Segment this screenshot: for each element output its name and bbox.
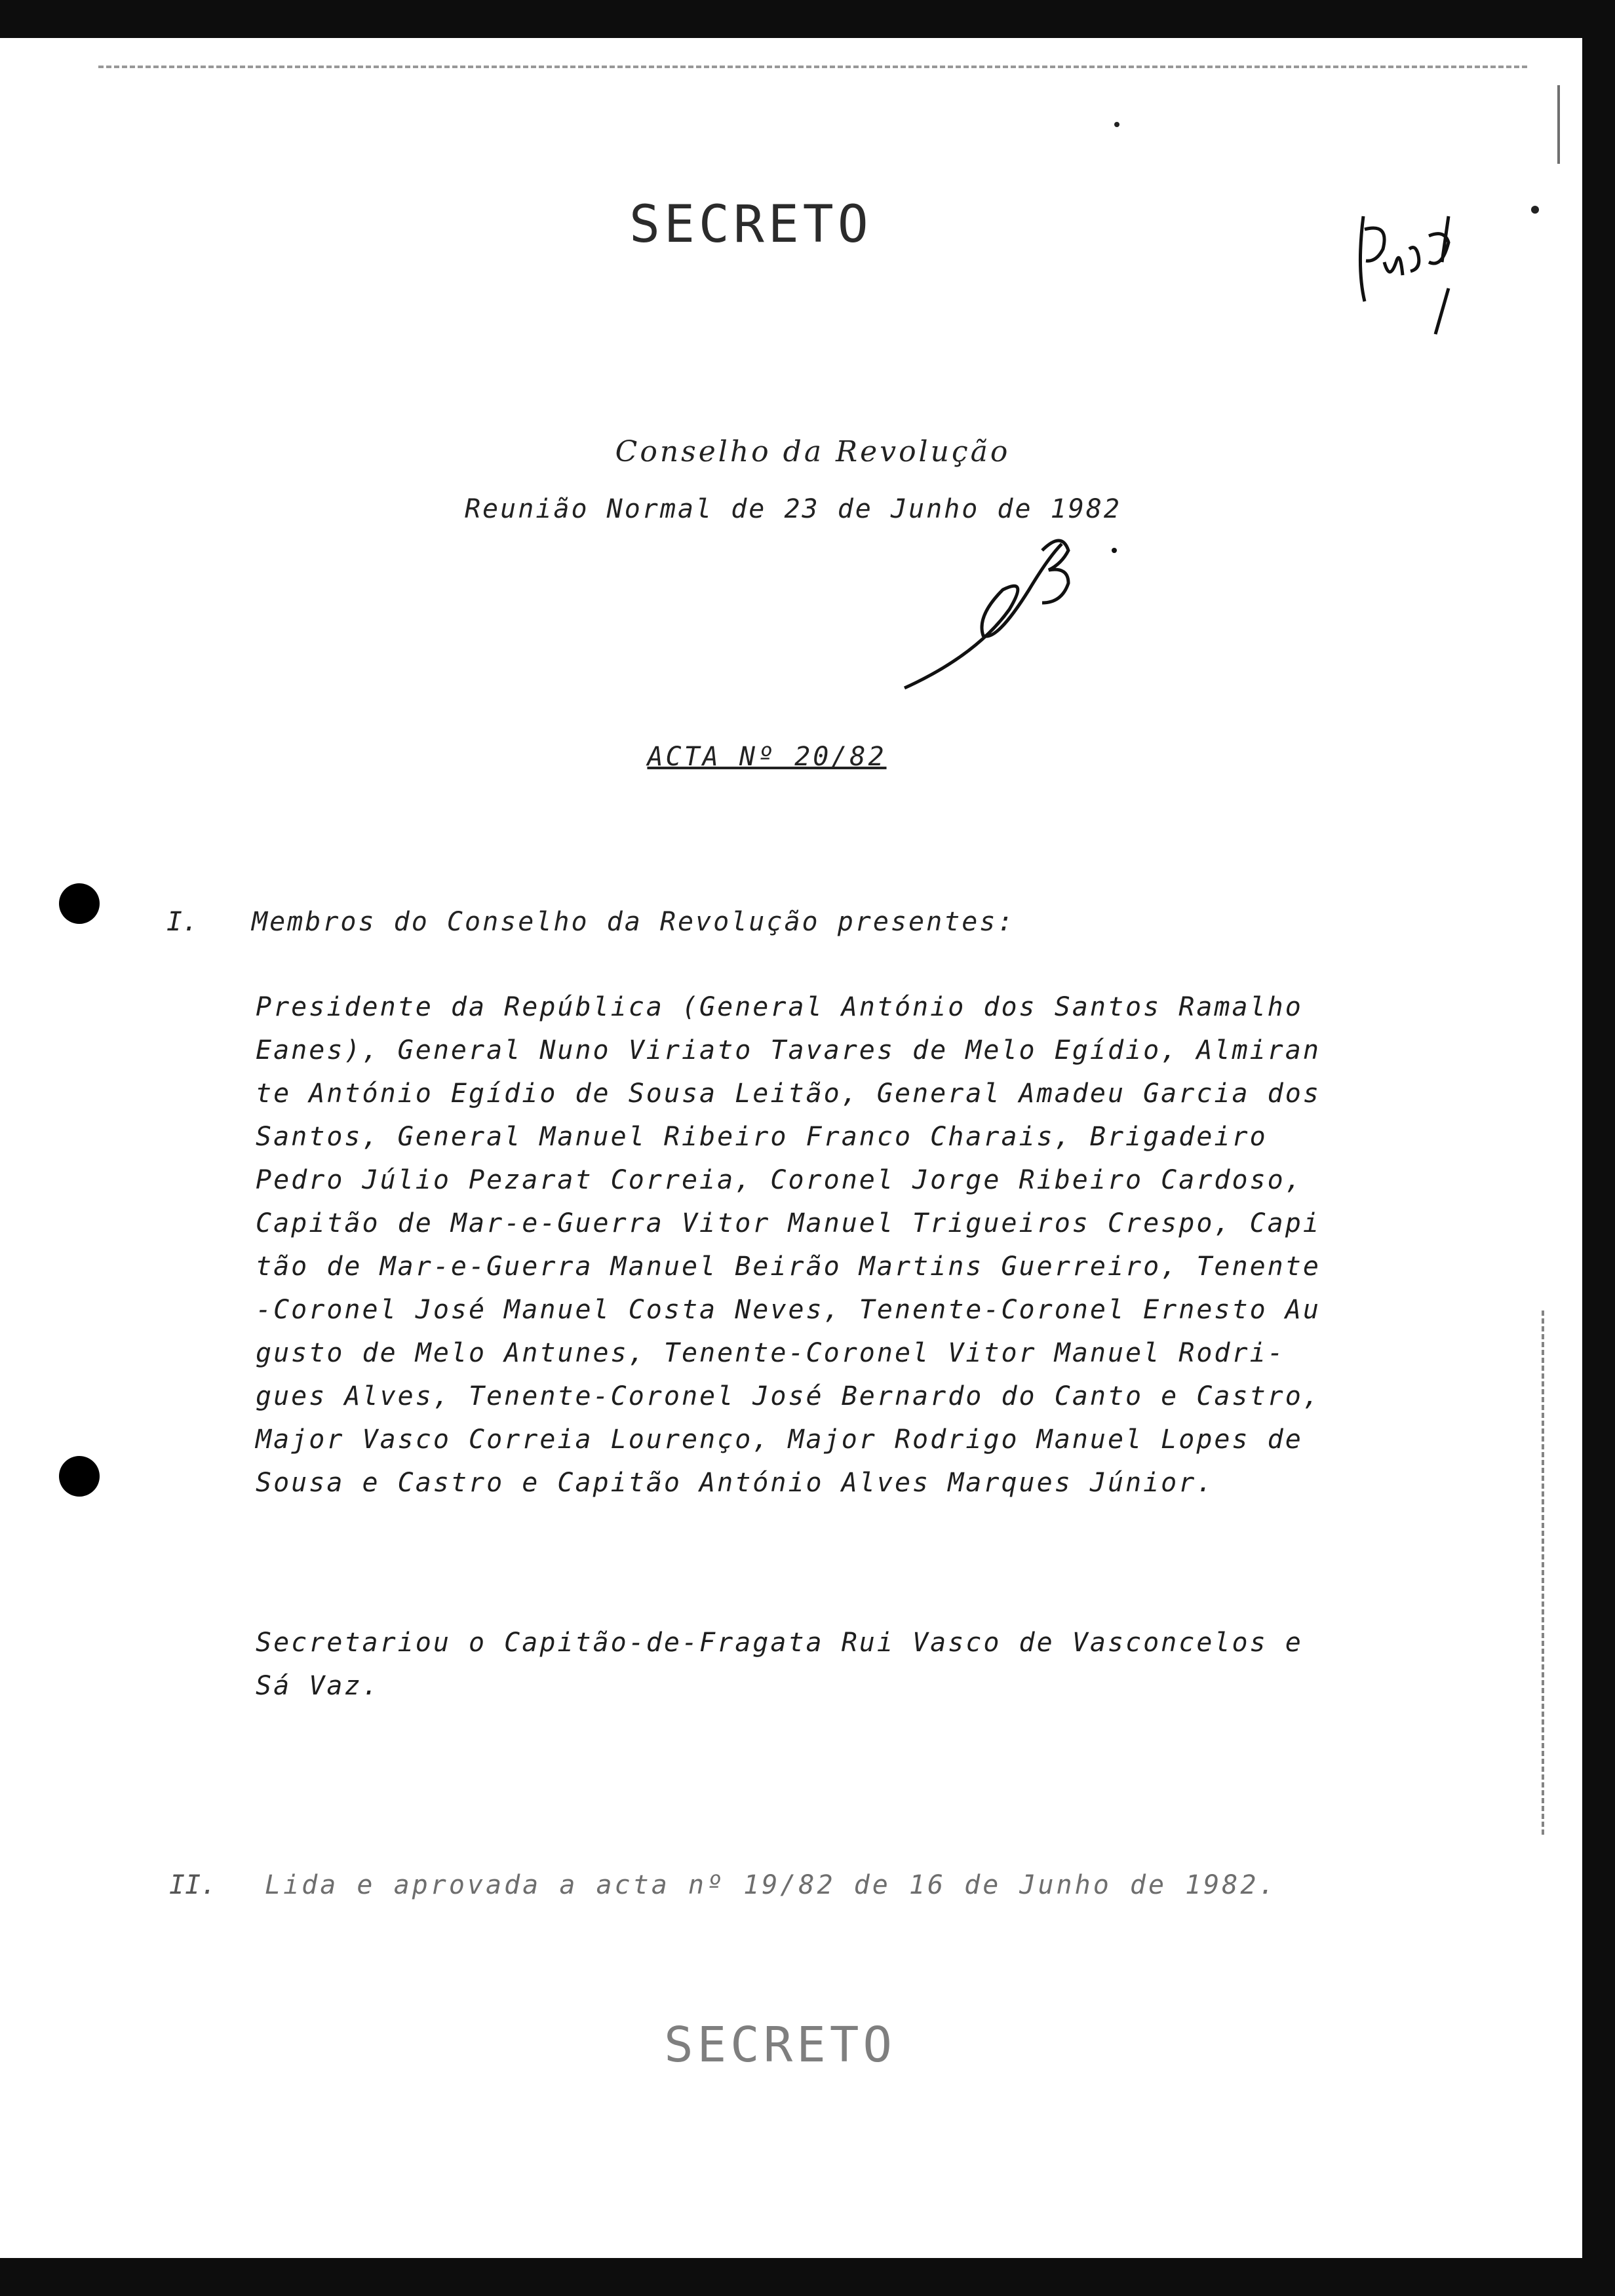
meeting-date-line: Reunião Normal de 23 de Junho de 1982 [464,494,1122,524]
members-line: tão de Mar-e-Guerra Manuel Beirão Martins Guerreiro, Tenente [256,1252,1321,1282]
scan-dashed-artifact [98,66,1527,72]
members-line: Presidente da República (General António dos Santos Ramalho [256,992,1303,1022]
secretary-line: Secretariou o Capitão-de-Fragata Rui Vasco de Vasconcelos e [256,1628,1303,1658]
section-heading: Membros do Conselho da Revolução presentes: [252,907,1015,937]
members-line: Major Vasco Correia Lourenço, Major Rodrigo Manuel Lopes de [256,1425,1303,1455]
section-number: I. [166,907,199,937]
scan-top-border [0,0,1615,38]
scan-bottom-border [0,2258,1615,2296]
members-line: Santos, General Manuel Ribeiro Franco Charais, Brigadeiro [256,1122,1268,1152]
members-line: Eanes), General Nuno Viriato Tavares de Melo Egídio, Almiran [256,1035,1321,1065]
section-number: II. [169,1870,217,1900]
secretary-line: Sá Vaz. [256,1671,380,1701]
scan-speck [1114,122,1119,127]
scan-margin-artifact [1542,1311,1544,1835]
members-line: -Coronel José Manuel Costa Neves, Tenente-Coronel Ernesto Au [256,1295,1321,1325]
handwritten-annotation [1350,190,1481,341]
members-line: gues Alves, Tenente-Coronel José Bernardo do Canto e Castro, [256,1381,1321,1411]
scan-right-border [1582,0,1615,2296]
council-title: Conselho da Revolução [615,435,1011,469]
classification-stamp-top: SECRETO [629,195,872,254]
punch-hole [59,1456,100,1497]
punch-hole [59,883,100,924]
members-line: gusto de Melo Antunes, Tenente-Coronel Vitor Manuel Rodri- [256,1338,1285,1368]
scan-margin-artifact [1557,85,1560,164]
handwritten-signature [898,524,1147,695]
classification-stamp-bottom: SECRETO [664,2017,896,2073]
acta-number: ACTA Nº 20/82 [647,742,887,772]
members-line: te António Egídio de Sousa Leitão, General Amadeu Garcia dos [256,1079,1321,1109]
approval-line: Lida e aprovada a acta nº 19/82 de 16 de Junho de 1982. [265,1870,1277,1900]
members-line: Sousa e Castro e Capitão António Alves Marques Júnior. [256,1468,1215,1498]
members-line: Pedro Júlio Pezarat Correia, Coronel Jorge Ribeiro Cardoso, [256,1165,1303,1195]
scan-speck [1531,206,1539,214]
members-line: Capitão de Mar-e-Guerra Vitor Manuel Trigueiros Crespo, Capi [256,1208,1321,1238]
